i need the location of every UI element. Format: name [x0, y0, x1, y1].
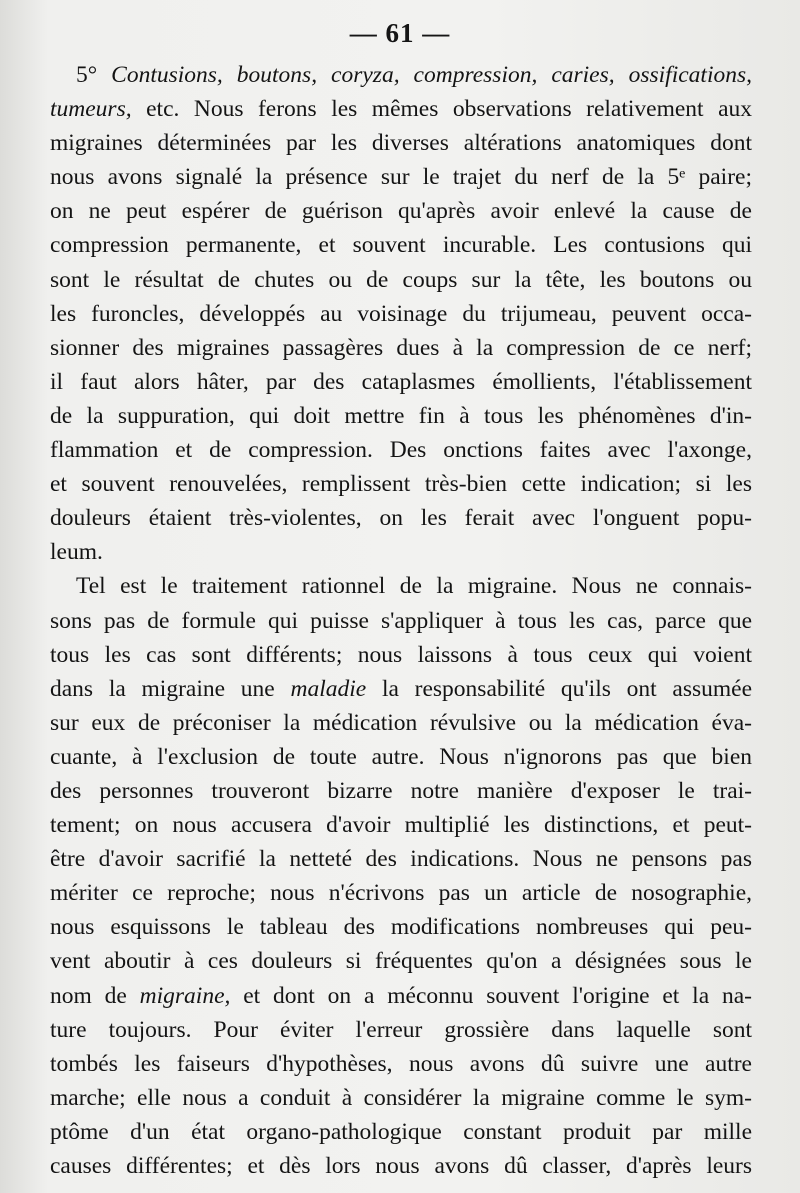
- text-line: nous avons signalé la présence sur le trajet du nerf de la 5ᵉ paire;: [50, 164, 752, 191]
- text-line: Tel est le traitement rationnel de la migraine. Nous ne connais-: [76, 573, 752, 600]
- text-line: des personnes trouveront bizarre notre manière d'exposer le trai-: [50, 777, 752, 804]
- text-line: tement; on nous accusera d'avoir multiplié les distinctions, et peut-: [50, 812, 752, 839]
- text-line: migraines déterminées par les diverses altérations anatomiques dont: [50, 130, 752, 157]
- text-line: sionner des migraines passagères dues à la compression de ce nerf;: [50, 334, 752, 361]
- text-line: sons pas de formule qui puisse s'appliquer à tous les cas, parce que: [50, 607, 752, 634]
- text-line: ture toujours. Pour éviter l'erreur grossière dans laquelle sont: [50, 1016, 752, 1043]
- text-line: marche; elle nous a conduit à considérer la migraine comme le sym-: [50, 1084, 752, 1111]
- italic-heading: Contusions, boutons, coryza, compression, caries, ossifications,: [111, 62, 753, 88]
- text-line: vent aboutir à ces douleurs si fréquentes qu'on a désignées sous le: [50, 948, 752, 975]
- paragraph-1: [50, 58, 752, 569]
- text-line: de la suppuration, qui doit mettre fin à tous les phénomènes d'in-: [50, 402, 752, 429]
- text-line: être d'avoir sacrifié la netteté des indications. Nous ne pensons pas: [50, 846, 752, 873]
- list-number: 5°: [76, 62, 112, 88]
- text-line: tombés les faiseurs d'hypothèses, nous avons dû suivre une autre: [50, 1050, 752, 1077]
- text-line: dans la migraine une maladie la responsabilité qu'ils ont assumée: [50, 675, 752, 702]
- text-line: nous esquissons le tableau des modifications nombreuses qui peu-: [50, 914, 752, 941]
- text-line: sont le résultat de chutes ou de coups sur la tête, les boutons ou: [50, 266, 752, 293]
- text-line: il faut alors hâter, par des cataplasmes émollients, l'établissement: [50, 368, 752, 395]
- body-text: [50, 58, 752, 1183]
- text-line: et souvent renouvelées, remplissent très-bien cette indication; si les: [50, 471, 752, 498]
- italic-word: migraine,: [139, 982, 231, 1009]
- italic-word: maladie: [290, 675, 367, 702]
- text-line: on ne peut espérer de guérison qu'après avoir enlevé la cause de: [50, 198, 752, 225]
- text-line: flammation et de compression. Des onctions faites avec l'axonge,: [50, 437, 752, 464]
- text-line: les furoncles, développés au voisinage du trijumeau, peuvent occa-: [50, 300, 752, 327]
- text-line: tous les cas sont différents; nous laissons à tous ceux qui voient: [50, 641, 752, 668]
- text-line: compression permanente, et souvent incurable. Les contusions qui: [50, 232, 752, 259]
- text-line: sur eux de préconiser la médication révulsive ou la médication éva-: [50, 709, 752, 736]
- text-line: ptôme d'un état organo-pathologique constant produit par mille: [50, 1118, 752, 1145]
- text-line: mériter ce reproche; nous n'écrivons pas un article de nosographie,: [50, 880, 752, 907]
- text-line: [50, 58, 752, 92]
- italic-word: tumeurs,: [50, 96, 132, 123]
- text-line: tumeurs, etc. Nous ferons les mêmes observations relativement aux: [50, 96, 752, 123]
- text-line: leum.: [50, 539, 103, 566]
- text-line: cuante, à l'exclusion de toute autre. Nous n'ignorons pas que bien: [50, 743, 752, 770]
- page-number: — 61 —: [349, 18, 451, 48]
- text-line: douleurs étaient très-violentes, on les ferait avec l'onguent popu-: [50, 505, 752, 532]
- text-line: causes différentes; et dès lors nous avons dû classer, d'après leurs: [50, 1153, 752, 1179]
- paragraph-2: [50, 569, 752, 1183]
- text-line: nom de migraine, et dont on a méconnu souvent l'origine et la na-: [50, 982, 752, 1009]
